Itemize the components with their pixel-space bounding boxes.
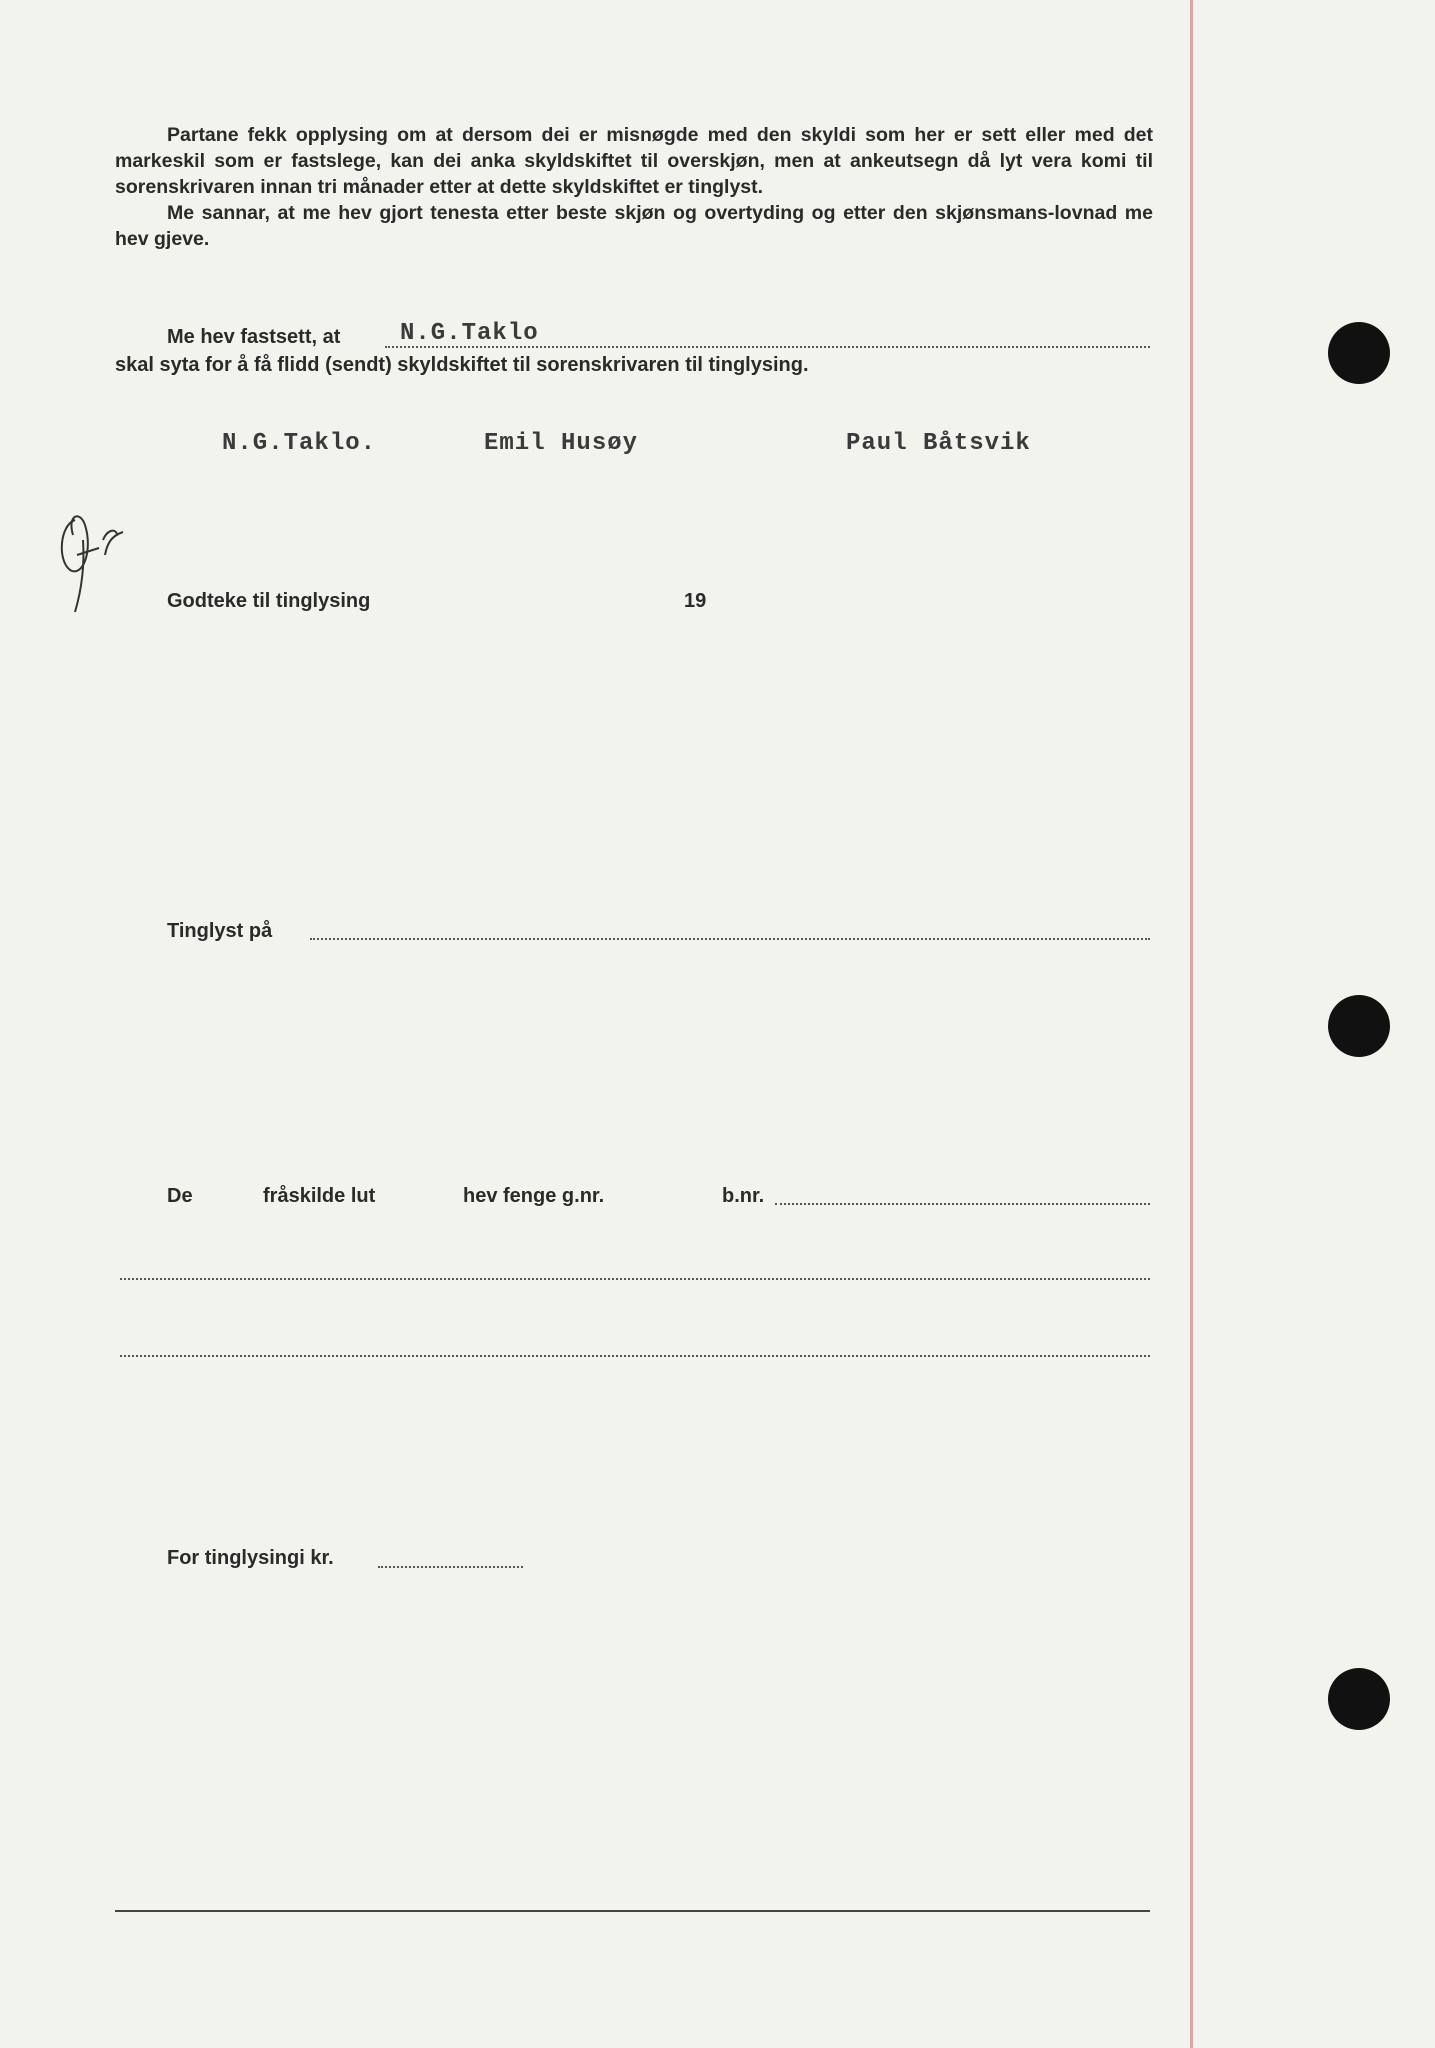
fastsett-continuation: skal syta for å få flidd (sendt) skyldskiftet til sorenskrivaren til tinglysing. [115, 354, 809, 376]
punch-hole [1328, 322, 1390, 384]
fee-line [378, 1566, 523, 1568]
de-label: De [167, 1185, 193, 1207]
fill-line [120, 1355, 1150, 1357]
margin-rule [1190, 0, 1193, 2048]
bnr-label: b.nr. [722, 1185, 765, 1207]
tinglyst-line [310, 938, 1150, 940]
signature-1: N.G.Taklo. [222, 430, 377, 457]
tinglyst-label: Tinglyst på [167, 920, 273, 942]
fraskilde-label: fråskilde lut [263, 1185, 376, 1207]
godteke-label: Godteke til tinglysing [167, 590, 371, 612]
appeal-notice: Partane fekk opplysing om at dersom dei er misnøgde med den skyldi som her er sett eller med det markeskil som er fastslege, kan dei anka skyldskiftet til overskjøn, men at ankeutsegn då lyt vera komi til sorenskrivaren innan tri månader etter at dette skyldskiftet er tinglyst. [115, 124, 1153, 198]
signature-2: Emil Husøy [484, 430, 639, 457]
oath-statement: Me sannar, at me hev gjort tenesta etter beste skjøn og overtyding og etter den skjønsmans-lovnad me hev gjeve. [115, 202, 1153, 250]
bnr-line [775, 1203, 1150, 1205]
notice-paragraph [115, 122, 1153, 252]
bottom-rule [115, 1910, 1150, 1912]
fill-line [120, 1278, 1150, 1280]
punch-hole [1328, 995, 1390, 1057]
signature-3: Paul Båtsvik [846, 430, 1031, 457]
for-tinglysingi-label: For tinglysingi kr. [167, 1547, 334, 1569]
fastsett-value: N.G.Taklo [400, 320, 539, 347]
punch-hole [1328, 1668, 1390, 1730]
hev-fenge-label: hev fenge g.nr. [463, 1185, 605, 1207]
fastsett-label: Me hev fastsett, at [167, 326, 341, 348]
handwritten-initials [55, 500, 145, 620]
godteke-year: 19 [684, 590, 707, 612]
